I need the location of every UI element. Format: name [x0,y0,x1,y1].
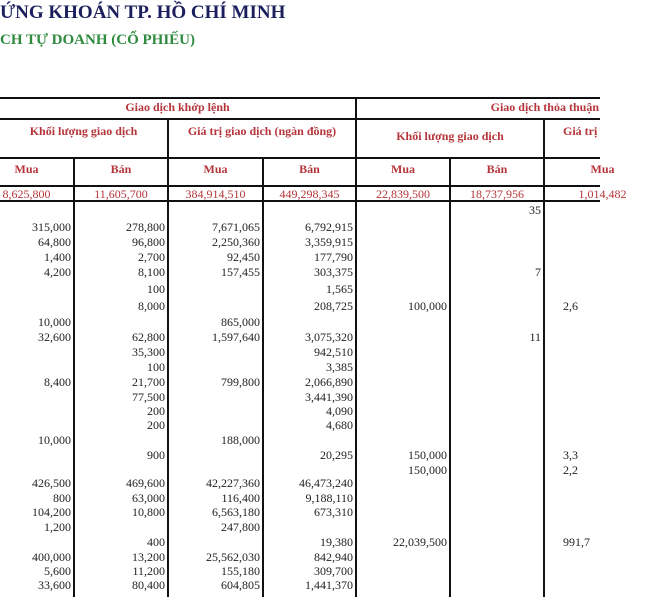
table-cell: 1,597,640 [212,330,260,344]
table-cell: 21,700 [132,375,165,389]
table-cell: 20,295 [320,448,353,462]
table-cell: 991,7 [563,535,590,549]
table-cell: 8,100 [138,265,165,279]
table-cell: 7 [535,265,541,279]
group-header-matched: Giao dịch khớp lệnh [125,100,230,114]
column-header-buy: Mua [14,162,39,176]
table-cell: 8,000 [138,299,165,313]
table-cell: 3,075,320 [305,330,353,344]
total-value: 449,298,345 [279,187,340,201]
total-value: 8,625,800 [2,187,51,201]
table-cell: 77,500 [132,390,165,404]
table-cell: 100 [147,282,165,296]
table-cell: 92,450 [227,250,260,264]
subheader-value: Giá trị giao dịch (ngàn đồng) [187,124,337,138]
table-cell: 116,400 [221,491,260,505]
table-cell: 6,563,180 [212,505,260,519]
table-cell: 11 [529,330,541,344]
table-cell: 247,800 [221,520,260,534]
table-top-border [0,97,600,99]
table-cell: 157,455 [221,265,260,279]
table-cell: 5,600 [44,564,71,578]
group-header-negotiated: Giao dịch thỏa thuận [490,100,599,114]
table-cell: 309,700 [314,564,353,578]
table-cell: 208,725 [314,299,353,313]
total-value: 18,737,956 [470,187,524,201]
table-cell: 104,200 [32,505,71,519]
table-cell: 942,510 [314,345,353,359]
table-cell: 278,800 [126,220,165,234]
subheader-volume: Khối lượng giao dịch [29,124,138,138]
table-cell: 150,000 [408,448,447,462]
table-cell: 25,562,030 [206,550,260,564]
table-cell: 865,000 [221,315,260,329]
table-cell: 42,227,360 [206,476,260,490]
table-cell: 900 [147,448,165,462]
table-cell: 10,800 [132,505,165,519]
table-cell: 315,000 [32,220,71,234]
table-cell: 64,800 [38,235,71,249]
document-subtitle: CH TỰ DOANH (CỔ PHIẾU) [0,32,195,48]
table-cell: 13,200 [132,550,165,564]
table-cell: 426,500 [32,476,71,490]
table-cell: 62,800 [132,330,165,344]
table-cell: 200 [147,404,165,418]
table-cell: 100,000 [408,299,447,313]
table-cell: 96,800 [132,235,165,249]
table-cell: 400 [147,535,165,549]
table-cell: 200 [147,418,165,432]
table-cell: 799,800 [221,375,260,389]
table-cell: 32,600 [38,330,71,344]
table-cell: 155,180 [221,564,260,578]
table-cell: 80,400 [132,578,165,592]
table-cell: 10,000 [38,315,71,329]
total-value: 1,014,482 [578,187,627,201]
column-header-sell: Bán [110,162,132,176]
table-cell: 188,000 [221,433,260,447]
total-value: 11,605,700 [94,187,148,201]
table-cell: 3,359,915 [305,235,353,249]
table-cell: 1,400 [44,250,71,264]
table-cell: 604,805 [221,578,260,592]
table-cell: 2,250,360 [212,235,260,249]
table-cell: 303,375 [314,265,353,279]
table-cell: 3,385 [326,360,353,374]
table-cell: 7,671,065 [212,220,260,234]
total-value: 384,914,510 [185,187,246,201]
table-cell: 8,400 [44,375,71,389]
table-cell: 1,565 [326,282,353,296]
table-cell: 800 [53,491,71,505]
table-cell: 22,039,500 [393,535,447,549]
table-cell: 100 [147,360,165,374]
table-cell: 2,700 [138,250,165,264]
table-cell: 1,441,370 [305,578,353,592]
table-cell: 6,792,915 [305,220,353,234]
table-cell: 3,441,390 [305,390,353,404]
table-cell: 33,600 [38,578,71,592]
header-divider-2 [0,157,600,159]
table-cell: 35 [529,203,541,217]
table-cell: 177,790 [314,250,353,264]
table-cell: 150,000 [408,463,447,477]
col-divider-3 [262,157,264,597]
total-value: 22,839,500 [376,187,430,201]
table-cell: 842,940 [314,550,353,564]
table-cell: 63,000 [132,491,165,505]
table-cell: 4,680 [326,418,353,432]
table-cell: 9,188,110 [305,491,353,505]
column-header-buy: Mua [590,162,615,176]
column-header-sell: Bán [299,162,320,176]
column-header-buy: Mua [203,162,228,176]
subheader-value-negotiated: Giá trị [563,124,598,138]
table-cell: 673,310 [314,505,353,519]
table-cell: 4,200 [44,265,71,279]
column-header-sell: Bán [486,162,508,176]
table-cell: 35,300 [132,345,165,359]
table-cell: 400,000 [32,550,71,564]
table-cell: 19,380 [320,535,353,549]
table-cell: 2,6 [563,299,578,313]
subheader-volume-negotiated: Khối lượng giao dịch [396,129,504,143]
col-divider-1 [73,157,75,597]
table-cell: 46,473,240 [299,476,353,490]
table-cell: 2,066,890 [305,375,353,389]
table-cell: 3,3 [563,448,578,462]
table-cell: 1,200 [44,520,71,534]
document-title: ỨNG KHOÁN TP. HỒ CHÍ MINH [0,2,286,23]
column-header-buy: Mua [391,162,415,176]
table-cell: 2,2 [563,463,578,477]
table-cell: 4,090 [326,404,353,418]
table-cell: 469,600 [126,476,165,490]
col-divider-5 [449,157,451,597]
header-divider-1 [0,118,600,120]
table-cell: 11,200 [132,564,165,578]
table-cell: 10,000 [38,433,71,447]
